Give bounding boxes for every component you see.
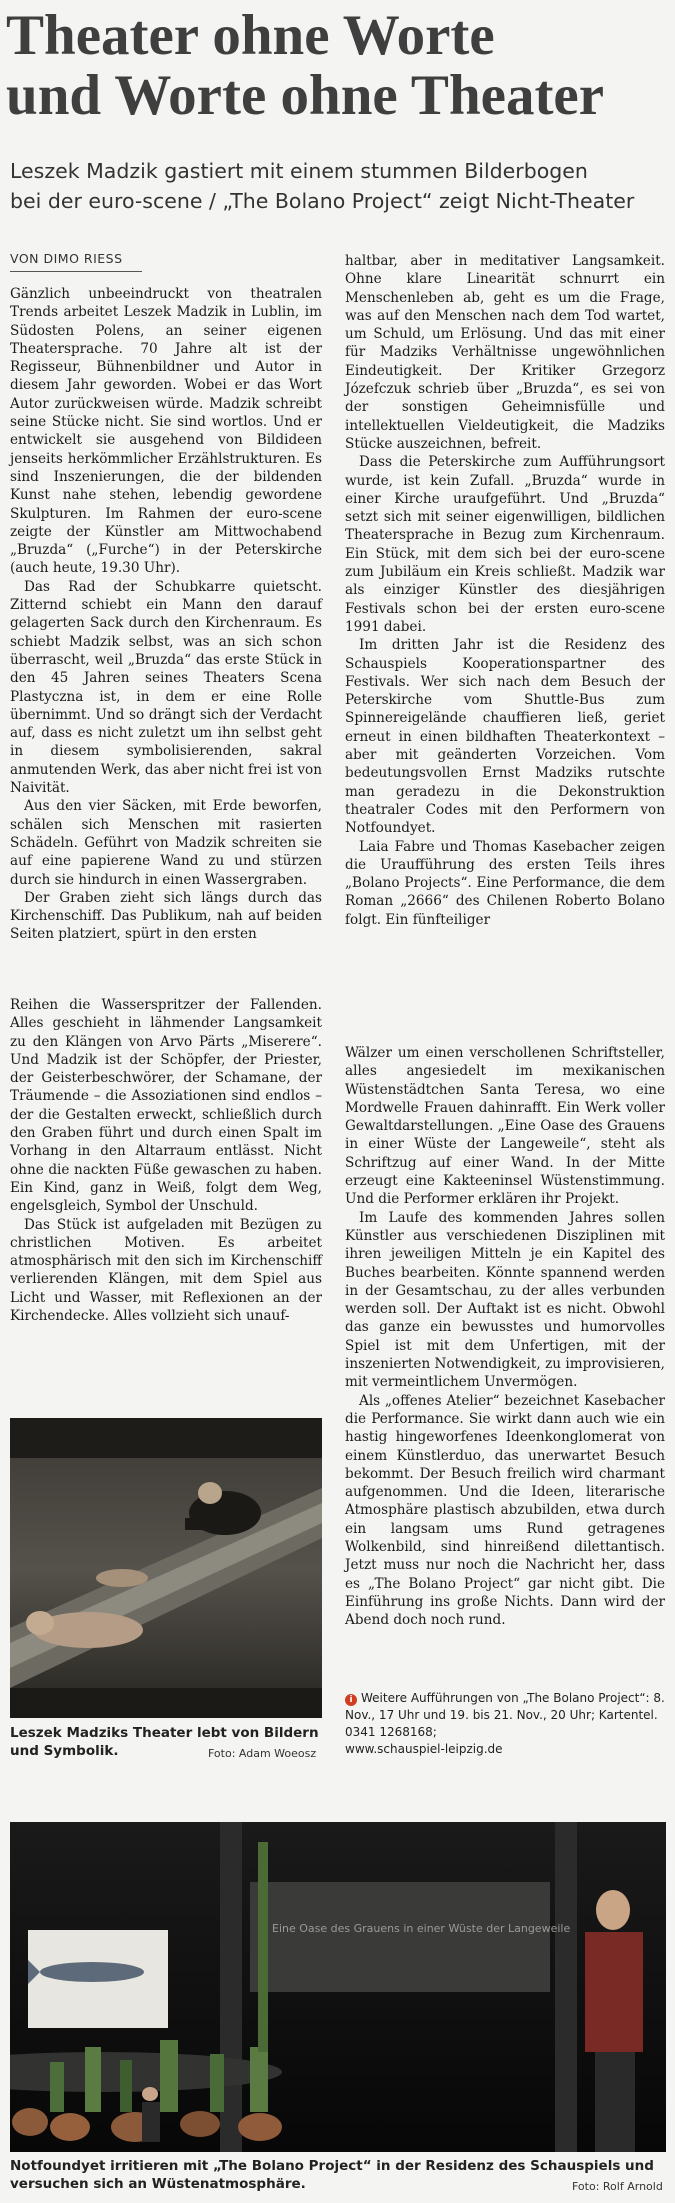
article-column-1 bbox=[10, 285, 322, 944]
paragraph: Wälzer um einen verschollenen Schriftsteller, alles angesiedelt im mexikanischen Wüstenstädtchen Santa Teresa, wo eine Mordwelle Frauen dahinrafft. Ein Werk voller Gewaltdarstellungen. „Eine Oase des Grauens in einer Wüste der Langeweile“, steht als Schriftzug auf einer Wand. In der Mitte erzeugt eine Kakteeninsel Wüstenstimmung. Und die Performer erklären ihr Projekt. bbox=[345, 1045, 665, 1208]
theater-website-link[interactable]: www.schauspiel-leipzig.de bbox=[345, 1742, 503, 1756]
article-column-2-continued bbox=[345, 1044, 665, 1630]
article-column-2 bbox=[345, 252, 665, 929]
headline bbox=[6, 6, 666, 126]
photo-bolano-scene-image bbox=[10, 1822, 666, 2152]
photo-bolano-project bbox=[10, 1822, 666, 2152]
subhead-line-1: Leszek Madzik gastiert mit einem stummen Bilderbogen bbox=[10, 159, 588, 183]
paragraph: Reihen die Wasserspritzer der Fallenden. Alles geschieht in lähmender Langsamkeit zu den Klängen von Arvo Pärts „Miserere“. Und Madzik ist der Schöpfer, der Priester, der Geisterbeschwörer, der Schamane, der Träumende – die Assoziationen sind endlos – der die Gestalten erweckt, schließlich durch den Graben führt und durch einen Spalt im Vorhang in den Altarraum entlässt. Nicht ohne die nackten Füße gewaschen zu haben. Ein Kind, ganz in Weiß, folgt dem Weg, engelsgleich, Symbol der Unschuld. bbox=[10, 997, 322, 1215]
paragraph: Das Stück ist aufgeladen mit Bezügen zu christlichen Motiven. Es arbeitet atmosphärisch mit den sich im Kirchenschiff verlierenden Klängen, mit dem Spiel aus Licht und Wasser, mit Reflexionen an der Kirchendecke. Alles vollzieht sich unauf- bbox=[10, 1216, 322, 1325]
subhead-line-2: bei der euro-scene / „The Bolano Project“ zeigt Nicht-Theater bbox=[10, 189, 635, 213]
photo-2-caption: Notfoundyet irritieren mit „The Bolano Project“ in der Residenz des Schauspiels und versuchen sich an Wüstenatmosphäre. bbox=[10, 2158, 654, 2192]
photo-madzik-performance bbox=[10, 1418, 322, 1718]
paragraph: Im Laufe des kommenden Jahres sollen Künstler aus verschiedenen Disziplinen mit ihren jeweiligen Mitteln je ein Kapitel des Buches bearbeiten. Könnte spannend werden in der Gesamtschau, zu der alles verbunden werden soll. Der Auftakt ist es nicht. Obwohl das ganze ein bewusstes und humorvolles Spiel ist mit dem Unfertigen, mit der inszenierten Notwendigkeit, zu improvisieren, mit vermeintlichem Unvermögen. bbox=[345, 1209, 665, 1391]
subhead bbox=[10, 156, 665, 216]
paragraph: Der Graben zieht sich längs durch das Kirchenschiff. Das Publikum, nah auf beiden Seiten platziert, spürt in den ersten bbox=[10, 889, 322, 943]
wall-slogan-text: Eine Oase des Grauens in einer Wüste der Langeweile bbox=[272, 1922, 571, 1935]
photo-madzik-scene-image bbox=[10, 1418, 322, 1718]
paragraph: Im dritten Jahr ist die Residenz des Schauspiels Kooperationspartner des Festivals. Wer sich nach dem Besuch der Peterskirche vom Shuttle-Bus zum Spinnereigelände chauffieren ließ, geriet erneut in einen bildhaften Theaterkontext – aber mit geänderten Vorzeichen. Vom bedeutungsvollen Ernst Madziks rutschte man geradezu in die Dekonstruktion theatraler Codes mit den Performern von Notfoundyet. bbox=[345, 637, 665, 837]
paragraph: Laia Fabre und Thomas Kasebacher zeigen die Uraufführung des ersten Teils ihres „Bolano Projects“. Eine Performance, die dem Roman „2666“ des Chilenen Roberto Bolano folgt. Ein fünfteiliger bbox=[345, 838, 665, 928]
headline-line-2: und Worte ohne Theater bbox=[6, 64, 605, 127]
info-icon: i bbox=[345, 1694, 357, 1706]
photo-1-caption: Leszek Madziks Theater lebt von Bildern und Symbolik. bbox=[10, 1725, 319, 1759]
photo-1-credit: Foto: Adam Woeosz bbox=[208, 1747, 317, 1760]
performance-info bbox=[345, 1690, 665, 1758]
paragraph: haltbar, aber in meditativer Langsamkeit. Ohne klare Linearität schnurrt ein Menschenleben ab, geht es um die Frage, was auf den Menschen nach dem Tod wartet, um Schuld, um Erlösung. Und das mit einer für Madziks Verhältnisse ungewöhnlichen Eindeutigkeit. Der Kritiker Grzegorz Józefczuk schrieb über „Bruzda“, es sei von der sonstigen Geheimnisfülle und intellektuellen Vieldeutigkeit, die Madziks Stücke auszeichnen, befreit. bbox=[345, 253, 665, 452]
article-column-1-continued bbox=[10, 996, 322, 1325]
paragraph: Gänzlich unbeeindruckt von theatralen Trends arbeitet Leszek Madzik in Lublin, im Südosten Polens, an seiner eigenen Theatersprache. 70 Jahre alt ist der Regisseur, Bühnenbildner und Autor in diesem Jahr geworden. Wobei er das Wort Autor zurückweisen würde. Madzik schreibt seine Stücke nicht. Sie sind wortlos. Und er entwickelt sie ausgehend von Bildideen jenseits herkömmlicher Erzählstrukturen. Es sind Inszenierungen, die der bildenden Kunst nahe stehen, lebendig gewordene Skulpturen. Im Rahmen der euro-scene zeigte der Künstler am Mittwochabend „Bruzda“ („Furche“) in der Peterskirche (auch heute, 19.30 Uhr). bbox=[10, 286, 322, 577]
performance-info-text: Weitere Aufführungen von „The Bolano Project“: 8. Nov., 17 Uhr und 19. bis 21. Nov., 20 Uhr; Kartentel. 0341 1268168; bbox=[345, 1691, 665, 1739]
paragraph: Als „offenes Atelier“ bezeichnet Kasebacher die Performance. Sie wirkt dann auch wie ein hastig hingeworfenes Ideenkonglomerat von einem Künstlerduo, das unerwartet Besuch bekommt. Der Besuch freilich wird charmant aufgenommen. Und die Ideen, literarische Atmosphäre plastisch abzubilden, etwa durch ein langsam ums Rund getragenes Wolkenbild, sind hinreißend dilettantisch. Jetzt muss nur noch die Nachricht her, dass es „The Bolano Project“ gar nicht gibt. Die Einführung ins große Nichts. Dann wird der Abend doch noch rund. bbox=[345, 1392, 665, 1629]
headline-line-1: Theater ohne Worte bbox=[6, 4, 495, 67]
paragraph: Das Rad der Schubkarre quietscht. Zitternd schiebt ein Mann den darauf gelagerten Sack durch den Kirchenraum. Es schiebt Madzik selbst, was an sich schon überrascht, weil „Bruzda“ das erste Stück in den 45 Jahren seines Theaters Scena Plastyczna ist, in dem er eine Rolle übernimmt. Und so drängt sich der Verdacht auf, dass es nicht zuletzt um ihn selbst geht in diesem symbolisierenden, sakral anmutenden Werk, das aber nicht frei ist von Naivität. bbox=[10, 578, 322, 797]
photo-2-credit: Foto: Rolf Arnold bbox=[572, 2180, 663, 2193]
paragraph: Dass die Peterskirche zum Aufführungsort wurde, ist kein Zufall. „Bruzda“ wurde in einer Kirche uraufgeführt. Und „Bruzda“ setzt sich mit seiner eigenwilligen, bildlichen Theatersprache in Bezug zum Kirchenraum. Ein Stück, mit dem sich bei der euro-scene zum Jubiläum ein Kreis schließt. Madzik war als einziger Künstler des diesjährigen Festivals schon bei der ersten euro-scene 1991 dabei. bbox=[345, 454, 665, 635]
paragraph: Aus den vier Säcken, mit Erde beworfen, schälen sich Menschen mit rasierten Schädeln. Geführt von Madzik schreiten sie auf eine papierene Wand zu und stürzen durch sie hindurch in einen Wassergraben. bbox=[10, 798, 322, 888]
byline-rule bbox=[10, 271, 142, 272]
byline: VON DIMO RIESS bbox=[10, 251, 123, 266]
